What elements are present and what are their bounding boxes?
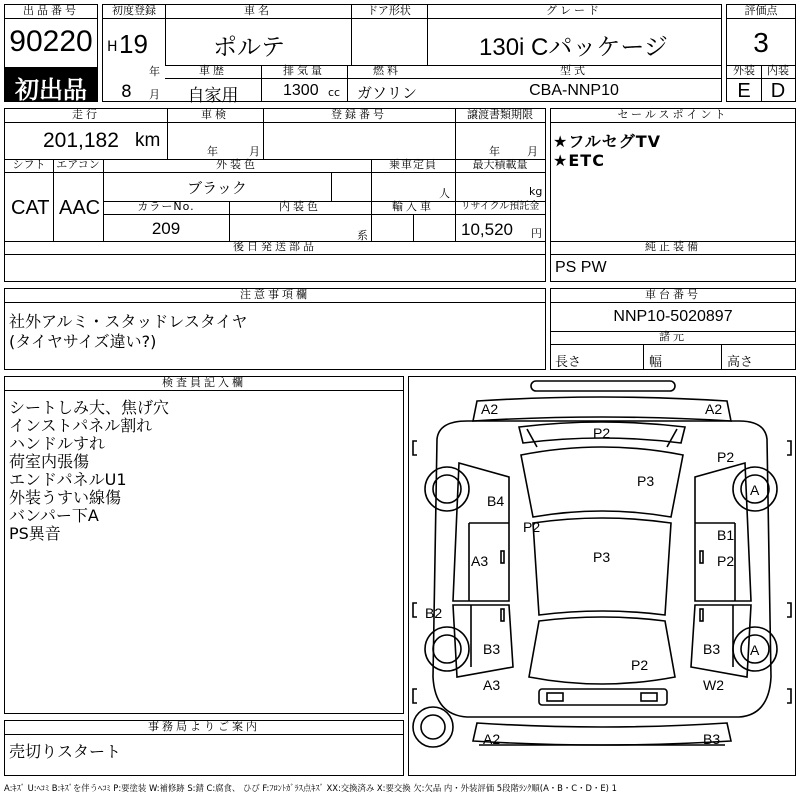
chassis-label: 車台番号	[551, 289, 795, 303]
fuel: ガソリン	[356, 84, 417, 102]
inspector-line: シートしみ大、焦げ穴	[9, 398, 170, 417]
damage-mark: P2	[523, 519, 541, 535]
inspection-year-unit: 年	[207, 145, 218, 158]
import-label: 輸入車	[371, 201, 455, 215]
dimensions-label: 諸元	[551, 331, 795, 345]
damage-mark: P3	[637, 473, 655, 489]
damage-mark: P2	[631, 657, 649, 673]
damage-mark: P2	[717, 553, 735, 569]
first-listing-badge	[5, 67, 97, 104]
genuine-equipment-label: 純正装備	[551, 241, 795, 255]
sales-point-item: ★フルセグTV	[553, 132, 662, 151]
inspector-label: 検査員記入欄	[5, 377, 403, 391]
ac: AAC	[59, 197, 101, 219]
door-label: ドア形状	[351, 5, 427, 19]
width-label: 幅	[649, 355, 663, 370]
office-box	[4, 720, 404, 776]
ac-label: エアコン	[53, 159, 103, 173]
first-listing-label: 初出品	[15, 76, 87, 104]
damage-mark: A2	[481, 401, 499, 417]
height-label: 高さ	[727, 355, 754, 370]
damage-mark: A3	[483, 677, 501, 693]
lot-number-box	[4, 4, 98, 102]
mileage-unit: km	[135, 130, 161, 151]
lot-number-label: 出品番号	[5, 5, 97, 19]
sales-points-box	[550, 108, 796, 282]
interior-grade-label: 内装	[761, 65, 795, 79]
transfer-deadline-label: 譲渡書類期限	[455, 109, 545, 123]
transfer-year-unit: 年	[489, 145, 500, 158]
shift-label: シフト	[5, 159, 53, 173]
damage-mark: A	[750, 642, 760, 658]
model-label: 型式	[427, 65, 721, 79]
month-unit: 月	[149, 88, 160, 101]
genuine-equipment: PS PW	[555, 259, 607, 276]
sales-points-label: セールスポイント	[551, 109, 795, 123]
inspector-line: バンパー下A	[9, 506, 99, 525]
chassis-number: NNP10-5020897	[613, 308, 733, 325]
inspection-month-unit: 月	[249, 145, 260, 158]
registration-no-label: 登録番号	[263, 109, 455, 123]
notes-label: 注意事項欄	[5, 289, 545, 303]
inspector-line: 外装うすい線傷	[9, 488, 122, 507]
damage-mark: A	[750, 482, 760, 498]
inspector-line: ハンドルすれ	[9, 434, 106, 453]
sales-point-item: ★ETC	[553, 151, 605, 170]
damage-diagram-box	[408, 376, 796, 776]
max-load-unit: kg	[529, 185, 543, 198]
displacement-label: 排気量	[261, 65, 347, 79]
inspection-label: 車検	[167, 109, 263, 123]
interior-grade: D	[770, 80, 786, 102]
damage-mark: B4	[487, 493, 505, 509]
inspector-line: 荷室内張傷	[9, 452, 90, 471]
mileage-label: 走行	[5, 109, 167, 123]
exterior-color: ブラック	[187, 179, 247, 197]
grade: 130i Cパッケージ	[479, 34, 668, 61]
recycle-unit: 円	[531, 227, 542, 240]
note-line: 社外アルミ・スタッドレスタイヤ	[9, 312, 248, 331]
model: CBA-NNP10	[529, 82, 619, 99]
displacement: 1300	[283, 82, 319, 99]
first-registration-label: 初度登録	[103, 5, 165, 19]
legend: A:ｷｽﾞ U:ﾍｺﾐ B:ｷｽﾞを伴うﾍｺﾐ P:要塗装 W:補修跡 S:錆 C:腐食、 ひび F:ﾌﾛﾝﾄｶﾞﾗｽ点ｷｽﾞ XX:交換済み X:要交換 欠:欠品 内・外装評価 5段階ﾗﾝｸ順(A・B・C・D・E) 1	[4, 783, 617, 793]
fuel-label: 燃料	[347, 65, 427, 79]
lot-number: 90220	[9, 25, 93, 58]
inspector-box	[4, 376, 404, 714]
damage-mark: B3	[703, 731, 721, 747]
damage-mark: B3	[703, 641, 721, 657]
damage-mark: A2	[483, 731, 501, 747]
first-registration-month: 8	[121, 82, 132, 102]
score: 3	[753, 27, 769, 58]
inspector-line: エンドパネルU1	[9, 470, 127, 489]
exterior-color-label: 外装色	[103, 159, 371, 173]
recycle-label: リサイクル預託金	[455, 201, 545, 215]
capacity-label: 乗車定員	[371, 159, 455, 173]
inspector-line: PS異音	[9, 524, 61, 543]
grade-label: グレード	[427, 5, 721, 19]
color-no-label: カラーNo.	[103, 201, 229, 215]
damage-mark: W2	[703, 677, 724, 693]
max-load-label: 最大積載量	[455, 159, 545, 173]
shift: CAT	[11, 197, 50, 219]
recycle-deposit: 10,520	[461, 220, 513, 239]
damage-mark: P2	[717, 449, 735, 465]
history: 自家用	[187, 86, 239, 106]
history-label: 車歴	[165, 65, 261, 79]
damage-mark: B2	[425, 605, 443, 621]
first-registration-year: 19	[119, 29, 148, 59]
score-label: 評価点	[727, 5, 795, 19]
score-box	[726, 4, 796, 102]
damage-mark: P2	[593, 425, 611, 441]
inspector-line: インストパネル割れ	[9, 416, 153, 435]
length-label: 長さ	[555, 355, 582, 370]
vehicle-header-box	[102, 4, 722, 106]
note-line: (タイヤサイズ違い?)	[9, 332, 157, 351]
transfer-month-unit: 月	[527, 145, 538, 158]
car-name-label: 車名	[165, 5, 351, 19]
vehicle-detail-box	[4, 108, 546, 282]
notes-box	[4, 288, 546, 370]
exterior-grade-label: 外装	[727, 65, 761, 79]
damage-mark: A3	[471, 553, 489, 569]
damage-mark: B1	[717, 527, 735, 543]
year-unit: 年	[149, 65, 160, 78]
office-text: 売切りスタート	[9, 742, 122, 761]
interior-color-label: 内装色	[229, 201, 371, 215]
capacity-unit: 人	[439, 187, 450, 200]
car-name: ポルテ	[213, 33, 285, 61]
era: H	[107, 39, 118, 55]
color-no: 209	[151, 219, 181, 238]
chassis-box	[550, 288, 796, 370]
mileage: 201,182	[43, 129, 119, 152]
office-label: 事務局よりご案内	[5, 721, 403, 735]
displacement-unit: cc	[328, 86, 341, 99]
damage-mark: P3	[593, 549, 611, 565]
later-parts-label: 後日発送部品	[5, 241, 545, 255]
interior-color-unit: 系	[357, 229, 368, 242]
damage-mark: B3	[483, 641, 501, 657]
damage-mark: A2	[705, 401, 723, 417]
exterior-grade: E	[737, 80, 751, 102]
